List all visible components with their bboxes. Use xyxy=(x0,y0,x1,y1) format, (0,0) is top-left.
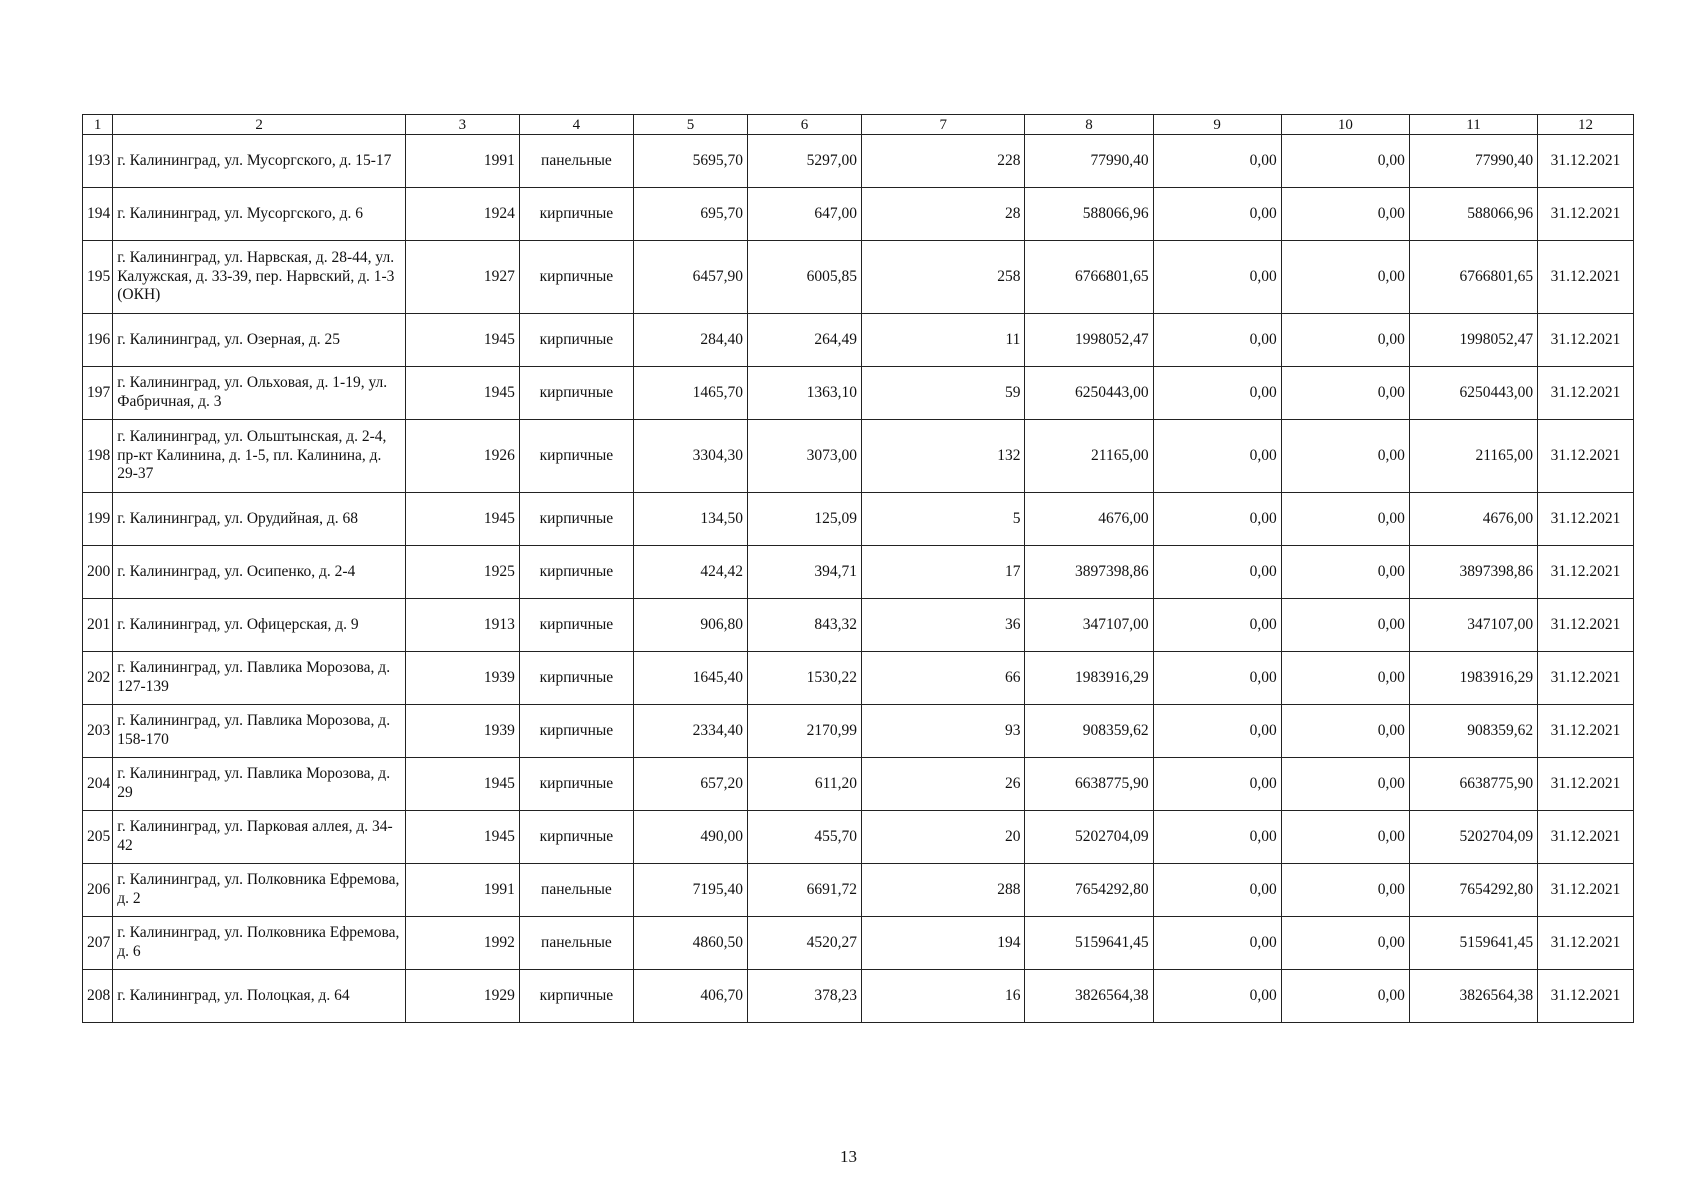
value-cell-col11: 5159641,45 xyxy=(1409,917,1537,970)
year-cell: 1945 xyxy=(405,314,519,367)
value-cell-col8: 5202704,09 xyxy=(1025,811,1153,864)
value-cell-col9: 0,00 xyxy=(1153,970,1281,1023)
wall-material-cell: кирпичные xyxy=(519,493,633,546)
wall-material-cell: кирпичные xyxy=(519,758,633,811)
year-cell: 1939 xyxy=(405,652,519,705)
value-cell-col5: 7195,40 xyxy=(633,864,747,917)
table-row xyxy=(83,188,1634,241)
row-number: 200 xyxy=(83,546,113,599)
wall-material-cell: кирпичные xyxy=(519,970,633,1023)
value-cell-col10: 0,00 xyxy=(1281,188,1409,241)
value-cell-col9: 0,00 xyxy=(1153,188,1281,241)
year-cell: 1929 xyxy=(405,970,519,1023)
wall-material-cell: панельные xyxy=(519,864,633,917)
value-cell-col11: 6766801,65 xyxy=(1409,241,1537,314)
year-cell: 1991 xyxy=(405,864,519,917)
value-cell-col8: 3826564,38 xyxy=(1025,970,1153,1023)
value-cell-col6: 3073,00 xyxy=(747,420,861,493)
column-header: 3 xyxy=(405,115,519,135)
value-cell-col8: 347107,00 xyxy=(1025,599,1153,652)
value-cell-col10: 0,00 xyxy=(1281,367,1409,420)
value-cell-col11: 77990,40 xyxy=(1409,135,1537,188)
year-cell: 1945 xyxy=(405,758,519,811)
table-row xyxy=(83,367,1634,420)
value-cell-col5: 490,00 xyxy=(633,811,747,864)
row-number: 196 xyxy=(83,314,113,367)
row-number: 204 xyxy=(83,758,113,811)
year-cell: 1927 xyxy=(405,241,519,314)
table-row xyxy=(83,811,1634,864)
value-cell-col8: 6250443,00 xyxy=(1025,367,1153,420)
row-number: 194 xyxy=(83,188,113,241)
value-cell-col6: 6005,85 xyxy=(747,241,861,314)
date-cell: 31.12.2021 xyxy=(1538,599,1634,652)
value-cell-col5: 695,70 xyxy=(633,188,747,241)
value-cell-col7: 132 xyxy=(861,420,1024,493)
value-cell-col5: 1645,40 xyxy=(633,652,747,705)
column-header: 4 xyxy=(519,115,633,135)
row-number: 193 xyxy=(83,135,113,188)
wall-material-cell: панельные xyxy=(519,135,633,188)
date-cell: 31.12.2021 xyxy=(1538,241,1634,314)
value-cell-col8: 4676,00 xyxy=(1025,493,1153,546)
value-cell-col7: 5 xyxy=(861,493,1024,546)
registry-table xyxy=(82,114,1634,1023)
value-cell-col5: 1465,70 xyxy=(633,367,747,420)
value-cell-col11: 6250443,00 xyxy=(1409,367,1537,420)
value-cell-col7: 258 xyxy=(861,241,1024,314)
value-cell-col9: 0,00 xyxy=(1153,367,1281,420)
value-cell-col10: 0,00 xyxy=(1281,970,1409,1023)
wall-material-cell: кирпичные xyxy=(519,241,633,314)
value-cell-col6: 611,20 xyxy=(747,758,861,811)
date-cell: 31.12.2021 xyxy=(1538,758,1634,811)
value-cell-col10: 0,00 xyxy=(1281,135,1409,188)
value-cell-col10: 0,00 xyxy=(1281,241,1409,314)
table-row xyxy=(83,864,1634,917)
value-cell-col10: 0,00 xyxy=(1281,493,1409,546)
table-row xyxy=(83,599,1634,652)
value-cell-col7: 194 xyxy=(861,917,1024,970)
row-number: 195 xyxy=(83,241,113,314)
year-cell: 1924 xyxy=(405,188,519,241)
value-cell-col7: 93 xyxy=(861,705,1024,758)
value-cell-col6: 125,09 xyxy=(747,493,861,546)
date-cell: 31.12.2021 xyxy=(1538,917,1634,970)
address-cell: г. Калининград, ул. Павлика Морозова, д. 29 xyxy=(113,758,406,811)
value-cell-col10: 0,00 xyxy=(1281,705,1409,758)
column-header: 11 xyxy=(1409,115,1537,135)
value-cell-col10: 0,00 xyxy=(1281,546,1409,599)
year-cell: 1945 xyxy=(405,493,519,546)
year-cell: 1945 xyxy=(405,367,519,420)
value-cell-col11: 1983916,29 xyxy=(1409,652,1537,705)
value-cell-col6: 2170,99 xyxy=(747,705,861,758)
table-row xyxy=(83,705,1634,758)
value-cell-col7: 20 xyxy=(861,811,1024,864)
row-number: 202 xyxy=(83,652,113,705)
value-cell-col10: 0,00 xyxy=(1281,652,1409,705)
value-cell-col6: 4520,27 xyxy=(747,917,861,970)
table-row xyxy=(83,493,1634,546)
value-cell-col11: 3897398,86 xyxy=(1409,546,1537,599)
year-cell: 1926 xyxy=(405,420,519,493)
value-cell-col11: 3826564,38 xyxy=(1409,970,1537,1023)
row-number: 197 xyxy=(83,367,113,420)
column-header: 2 xyxy=(113,115,406,135)
date-cell: 31.12.2021 xyxy=(1538,970,1634,1023)
address-cell: г. Калининград, ул. Ольховая, д. 1-19, ул. Фабричная, д. 3 xyxy=(113,367,406,420)
address-cell: г. Калининград, ул. Павлика Морозова, д. 127-139 xyxy=(113,652,406,705)
value-cell-col5: 134,50 xyxy=(633,493,747,546)
value-cell-col7: 288 xyxy=(861,864,1024,917)
column-header: 9 xyxy=(1153,115,1281,135)
value-cell-col10: 0,00 xyxy=(1281,599,1409,652)
value-cell-col9: 0,00 xyxy=(1153,652,1281,705)
value-cell-col5: 5695,70 xyxy=(633,135,747,188)
column-header: 10 xyxy=(1281,115,1409,135)
value-cell-col8: 21165,00 xyxy=(1025,420,1153,493)
wall-material-cell: кирпичные xyxy=(519,652,633,705)
value-cell-col9: 0,00 xyxy=(1153,546,1281,599)
row-number: 199 xyxy=(83,493,113,546)
value-cell-col11: 588066,96 xyxy=(1409,188,1537,241)
wall-material-cell: кирпичные xyxy=(519,420,633,493)
value-cell-col11: 21165,00 xyxy=(1409,420,1537,493)
value-cell-col10: 0,00 xyxy=(1281,917,1409,970)
year-cell: 1913 xyxy=(405,599,519,652)
value-cell-col9: 0,00 xyxy=(1153,705,1281,758)
row-number: 207 xyxy=(83,917,113,970)
value-cell-col9: 0,00 xyxy=(1153,599,1281,652)
value-cell-col10: 0,00 xyxy=(1281,314,1409,367)
date-cell: 31.12.2021 xyxy=(1538,652,1634,705)
value-cell-col9: 0,00 xyxy=(1153,420,1281,493)
table-row xyxy=(83,970,1634,1023)
value-cell-col8: 6766801,65 xyxy=(1025,241,1153,314)
value-cell-col6: 843,32 xyxy=(747,599,861,652)
value-cell-col6: 647,00 xyxy=(747,188,861,241)
date-cell: 31.12.2021 xyxy=(1538,811,1634,864)
value-cell-col6: 6691,72 xyxy=(747,864,861,917)
value-cell-col8: 6638775,90 xyxy=(1025,758,1153,811)
value-cell-col10: 0,00 xyxy=(1281,758,1409,811)
wall-material-cell: кирпичные xyxy=(519,367,633,420)
value-cell-col5: 657,20 xyxy=(633,758,747,811)
value-cell-col7: 66 xyxy=(861,652,1024,705)
date-cell: 31.12.2021 xyxy=(1538,546,1634,599)
address-cell: г. Калининград, ул. Мусоргского, д. 15-17 xyxy=(113,135,406,188)
wall-material-cell: панельные xyxy=(519,917,633,970)
date-cell: 31.12.2021 xyxy=(1538,864,1634,917)
value-cell-col7: 228 xyxy=(861,135,1024,188)
address-cell: г. Калининград, ул. Полоцкая, д. 64 xyxy=(113,970,406,1023)
header-row xyxy=(83,115,1634,135)
date-cell: 31.12.2021 xyxy=(1538,135,1634,188)
address-cell: г. Калининград, ул. Парковая аллея, д. 34-42 xyxy=(113,811,406,864)
value-cell-col7: 17 xyxy=(861,546,1024,599)
column-header: 7 xyxy=(861,115,1024,135)
year-cell: 1939 xyxy=(405,705,519,758)
value-cell-col8: 3897398,86 xyxy=(1025,546,1153,599)
wall-material-cell: кирпичные xyxy=(519,188,633,241)
value-cell-col5: 424,42 xyxy=(633,546,747,599)
value-cell-col11: 1998052,47 xyxy=(1409,314,1537,367)
year-cell: 1992 xyxy=(405,917,519,970)
table-body xyxy=(83,135,1634,1023)
column-header: 8 xyxy=(1025,115,1153,135)
value-cell-col6: 1363,10 xyxy=(747,367,861,420)
date-cell: 31.12.2021 xyxy=(1538,420,1634,493)
date-cell: 31.12.2021 xyxy=(1538,493,1634,546)
value-cell-col8: 908359,62 xyxy=(1025,705,1153,758)
table-row xyxy=(83,420,1634,493)
table-row xyxy=(83,314,1634,367)
address-cell: г. Калининград, ул. Мусоргского, д. 6 xyxy=(113,188,406,241)
table-row xyxy=(83,135,1634,188)
column-header: 1 xyxy=(83,115,113,135)
row-number: 201 xyxy=(83,599,113,652)
value-cell-col11: 908359,62 xyxy=(1409,705,1537,758)
value-cell-col11: 347107,00 xyxy=(1409,599,1537,652)
address-cell: г. Калининград, ул. Офицерская, д. 9 xyxy=(113,599,406,652)
row-number: 198 xyxy=(83,420,113,493)
table-row xyxy=(83,241,1634,314)
value-cell-col7: 28 xyxy=(861,188,1024,241)
value-cell-col10: 0,00 xyxy=(1281,811,1409,864)
value-cell-col6: 1530,22 xyxy=(747,652,861,705)
value-cell-col11: 7654292,80 xyxy=(1409,864,1537,917)
row-number: 208 xyxy=(83,970,113,1023)
value-cell-col9: 0,00 xyxy=(1153,135,1281,188)
value-cell-col8: 588066,96 xyxy=(1025,188,1153,241)
value-cell-col7: 36 xyxy=(861,599,1024,652)
address-cell: г. Калининград, ул. Павлика Морозова, д. 158-170 xyxy=(113,705,406,758)
address-cell: г. Калининград, ул. Полковника Ефремова, д. 6 xyxy=(113,917,406,970)
value-cell-col6: 378,23 xyxy=(747,970,861,1023)
date-cell: 31.12.2021 xyxy=(1538,314,1634,367)
address-cell: г. Калининград, ул. Полковника Ефремова, д. 2 xyxy=(113,864,406,917)
row-number: 203 xyxy=(83,705,113,758)
wall-material-cell: кирпичные xyxy=(519,314,633,367)
value-cell-col7: 11 xyxy=(861,314,1024,367)
column-header: 6 xyxy=(747,115,861,135)
value-cell-col9: 0,00 xyxy=(1153,758,1281,811)
date-cell: 31.12.2021 xyxy=(1538,188,1634,241)
value-cell-col8: 1983916,29 xyxy=(1025,652,1153,705)
value-cell-col5: 906,80 xyxy=(633,599,747,652)
value-cell-col8: 77990,40 xyxy=(1025,135,1153,188)
address-cell: г. Калининград, ул. Ольштынская, д. 2-4, пр-кт Калинина, д. 1-5, пл. Калинина, д. 29-37 xyxy=(113,420,406,493)
row-number: 206 xyxy=(83,864,113,917)
year-cell: 1991 xyxy=(405,135,519,188)
year-cell: 1945 xyxy=(405,811,519,864)
year-cell: 1925 xyxy=(405,546,519,599)
value-cell-col9: 0,00 xyxy=(1153,314,1281,367)
value-cell-col9: 0,00 xyxy=(1153,864,1281,917)
value-cell-col11: 6638775,90 xyxy=(1409,758,1537,811)
table-row xyxy=(83,652,1634,705)
value-cell-col11: 5202704,09 xyxy=(1409,811,1537,864)
value-cell-col9: 0,00 xyxy=(1153,917,1281,970)
value-cell-col6: 264,49 xyxy=(747,314,861,367)
value-cell-col5: 6457,90 xyxy=(633,241,747,314)
table-row xyxy=(83,546,1634,599)
date-cell: 31.12.2021 xyxy=(1538,367,1634,420)
row-number: 205 xyxy=(83,811,113,864)
wall-material-cell: кирпичные xyxy=(519,546,633,599)
date-cell: 31.12.2021 xyxy=(1538,705,1634,758)
wall-material-cell: кирпичные xyxy=(519,811,633,864)
wall-material-cell: кирпичные xyxy=(519,599,633,652)
column-header: 5 xyxy=(633,115,747,135)
value-cell-col8: 5159641,45 xyxy=(1025,917,1153,970)
table-row xyxy=(83,758,1634,811)
column-header: 12 xyxy=(1538,115,1634,135)
table-row xyxy=(83,917,1634,970)
value-cell-col8: 7654292,80 xyxy=(1025,864,1153,917)
value-cell-col10: 0,00 xyxy=(1281,864,1409,917)
value-cell-col5: 4860,50 xyxy=(633,917,747,970)
value-cell-col6: 394,71 xyxy=(747,546,861,599)
value-cell-col7: 16 xyxy=(861,970,1024,1023)
value-cell-col6: 455,70 xyxy=(747,811,861,864)
wall-material-cell: кирпичные xyxy=(519,705,633,758)
address-cell: г. Калининград, ул. Нарвская, д. 28-44, ул. Калужская, д. 33-39, пер. Нарвский, д. 1-3 (ОКН) xyxy=(113,241,406,314)
value-cell-col7: 59 xyxy=(861,367,1024,420)
value-cell-col11: 4676,00 xyxy=(1409,493,1537,546)
page-number: 13 xyxy=(840,1147,857,1166)
value-cell-col5: 3304,30 xyxy=(633,420,747,493)
value-cell-col8: 1998052,47 xyxy=(1025,314,1153,367)
value-cell-col5: 2334,40 xyxy=(633,705,747,758)
value-cell-col5: 284,40 xyxy=(633,314,747,367)
value-cell-col6: 5297,00 xyxy=(747,135,861,188)
value-cell-col10: 0,00 xyxy=(1281,420,1409,493)
address-cell: г. Калининград, ул. Озерная, д. 25 xyxy=(113,314,406,367)
address-cell: г. Калининград, ул. Осипенко, д. 2-4 xyxy=(113,546,406,599)
value-cell-col5: 406,70 xyxy=(633,970,747,1023)
value-cell-col9: 0,00 xyxy=(1153,811,1281,864)
value-cell-col9: 0,00 xyxy=(1153,241,1281,314)
value-cell-col7: 26 xyxy=(861,758,1024,811)
value-cell-col9: 0,00 xyxy=(1153,493,1281,546)
address-cell: г. Калининград, ул. Орудийная, д. 68 xyxy=(113,493,406,546)
